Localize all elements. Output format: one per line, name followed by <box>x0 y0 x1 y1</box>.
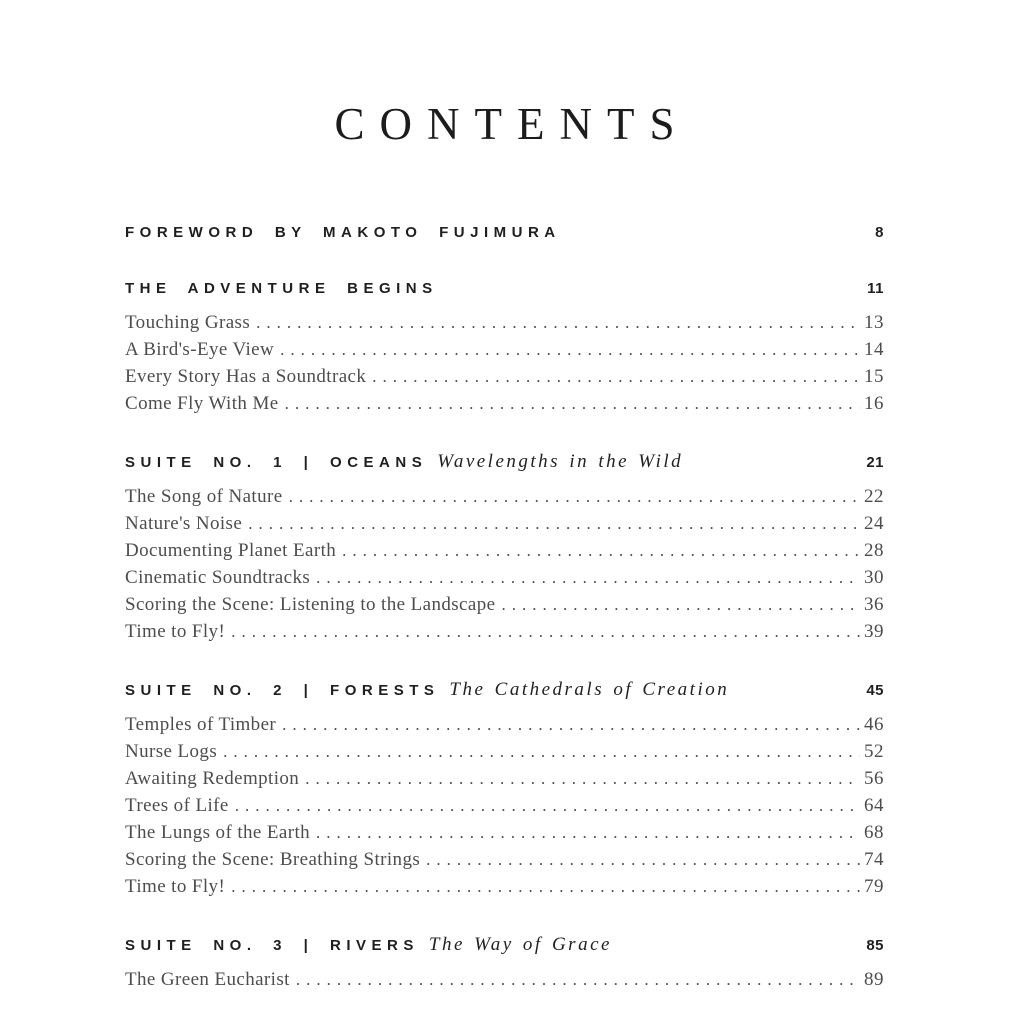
section-subtitle: The Cathedrals of Creation <box>449 679 730 700</box>
toc-entry <box>125 738 884 765</box>
toc-section <box>125 278 884 417</box>
entry-title: Scoring the Scene: Listening to the Landscape <box>125 594 496 615</box>
toc-entry <box>125 966 884 993</box>
toc-entry <box>125 510 884 537</box>
entry-page-number: 22 <box>864 486 884 507</box>
section-entries <box>125 483 884 645</box>
dot-leader <box>296 966 860 993</box>
entry-title: Documenting Planet Earth <box>125 540 337 561</box>
section-subtitle: Wavelengths in the Wild <box>437 451 684 472</box>
entry-page-number: 68 <box>864 822 884 843</box>
section-title <box>125 934 612 957</box>
section-heading-row <box>125 278 884 300</box>
section-title-main: FOREWORD BY MAKOTO FUJIMURA <box>125 224 561 241</box>
entry-title: Time to Fly! <box>125 876 226 897</box>
toc-entry <box>125 591 884 618</box>
section-heading-row <box>125 934 884 957</box>
section-title-main: SUITE NO. 3 | RIVERS <box>125 937 419 954</box>
toc-entry <box>125 765 884 792</box>
dot-leader <box>289 483 860 510</box>
section-subtitle: The Way of Grace <box>428 934 612 955</box>
toc-entry <box>125 309 884 336</box>
section-heading-row <box>125 679 884 702</box>
entry-title: Every Story Has a Soundtrack <box>125 366 367 387</box>
dot-leader <box>231 873 860 900</box>
entry-page-number: 74 <box>864 849 884 870</box>
section-entries <box>125 966 884 993</box>
section-title <box>125 451 683 474</box>
entry-page-number: 13 <box>864 312 884 333</box>
entry-page-number: 39 <box>864 621 884 642</box>
dot-leader <box>280 336 860 363</box>
section-page-number: 8 <box>875 224 884 241</box>
section-heading-row <box>125 222 884 244</box>
entry-title: Nurse Logs <box>125 741 218 762</box>
entry-page-number: 56 <box>864 768 884 789</box>
toc-entry <box>125 711 884 738</box>
entry-title: Touching Grass <box>125 312 251 333</box>
entry-page-number: 15 <box>864 366 884 387</box>
entry-page-number: 46 <box>864 714 884 735</box>
entry-title: A Bird's-Eye View <box>125 339 275 360</box>
toc-entry <box>125 336 884 363</box>
entry-title: Cinematic Soundtracks <box>125 567 311 588</box>
entry-page-number: 28 <box>864 540 884 561</box>
entry-title: The Lungs of the Earth <box>125 822 311 843</box>
toc-entry <box>125 390 884 417</box>
section-title-main: SUITE NO. 2 | FORESTS <box>125 682 440 699</box>
toc-section <box>125 451 884 645</box>
entry-title: Scoring the Scene: Breathing Strings <box>125 849 421 870</box>
entry-page-number: 16 <box>864 393 884 414</box>
entry-title: Trees of Life <box>125 795 229 816</box>
section-page-number: 11 <box>867 280 884 297</box>
toc-entry <box>125 873 884 900</box>
page-title: CONTENTS <box>334 99 690 149</box>
toc-section <box>125 679 884 900</box>
section-entries <box>125 309 884 417</box>
toc-entry <box>125 846 884 873</box>
toc-list <box>125 222 884 993</box>
dot-leader <box>223 738 860 765</box>
dot-leader <box>426 846 860 873</box>
dot-leader <box>342 537 860 564</box>
entry-title: Nature's Noise <box>125 513 243 534</box>
dot-leader <box>316 564 860 591</box>
entry-page-number: 36 <box>864 594 884 615</box>
dot-leader <box>372 363 860 390</box>
section-title <box>125 679 729 702</box>
dot-leader <box>501 591 860 618</box>
dot-leader <box>256 309 860 336</box>
dot-leader <box>285 390 860 417</box>
section-title <box>125 278 438 300</box>
entry-page-number: 14 <box>864 339 884 360</box>
dot-leader <box>235 792 860 819</box>
entry-title: Come Fly With Me <box>125 393 279 414</box>
toc-section <box>125 222 884 244</box>
entry-title: Awaiting Redemption <box>125 768 300 789</box>
entry-title: The Song of Nature <box>125 486 283 507</box>
toc-entry <box>125 792 884 819</box>
section-title <box>125 222 561 244</box>
section-page-number: 45 <box>866 682 884 699</box>
toc-section <box>125 934 884 993</box>
toc-entry <box>125 483 884 510</box>
section-title-main: SUITE NO. 1 | OCEANS <box>125 454 428 471</box>
toc-entry <box>125 363 884 390</box>
toc-entry <box>125 819 884 846</box>
dot-leader <box>248 510 860 537</box>
section-page-number: 21 <box>866 454 884 471</box>
toc-entry <box>125 537 884 564</box>
section-page-number: 85 <box>866 937 884 954</box>
entry-page-number: 24 <box>864 513 884 534</box>
section-entries <box>125 711 884 900</box>
dot-leader <box>316 819 860 846</box>
entry-page-number: 30 <box>864 567 884 588</box>
section-title-main: THE ADVENTURE BEGINS <box>125 280 438 297</box>
toc-entry <box>125 618 884 645</box>
toc-entry <box>125 564 884 591</box>
dot-leader <box>282 711 860 738</box>
entry-page-number: 79 <box>864 876 884 897</box>
section-heading-row <box>125 451 884 474</box>
entry-title: Temples of Timber <box>125 714 277 735</box>
entry-page-number: 52 <box>864 741 884 762</box>
dot-leader <box>231 618 860 645</box>
dot-leader <box>305 765 860 792</box>
entry-page-number: 64 <box>864 795 884 816</box>
entry-title: The Green Eucharist <box>125 969 290 990</box>
entry-title: Time to Fly! <box>125 621 226 642</box>
entry-page-number: 89 <box>864 969 884 990</box>
